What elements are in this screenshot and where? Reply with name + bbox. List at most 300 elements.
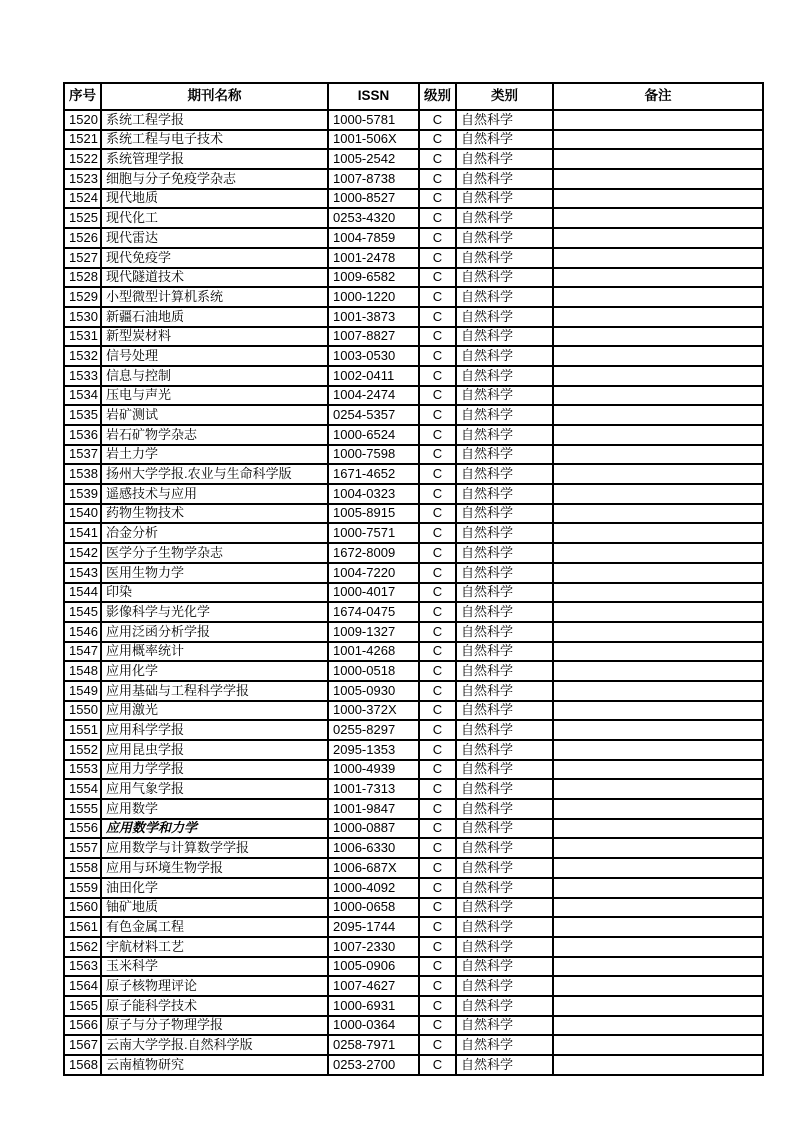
cell-journal-name: 岩石矿物学杂志 — [101, 425, 328, 445]
cell-issn: 1000-4092 — [328, 878, 419, 898]
table-row — [64, 149, 763, 169]
column-header-category: 类别 — [456, 83, 553, 110]
table-row — [64, 740, 763, 760]
cell-row-number: 1537 — [64, 445, 101, 465]
cell-row-number: 1567 — [64, 1035, 101, 1055]
cell-journal-name: 信息与控制 — [101, 366, 328, 386]
column-header-journal-name: 期刊名称 — [101, 83, 328, 110]
cell-row-number: 1534 — [64, 386, 101, 406]
cell-note — [553, 1016, 763, 1036]
cell-category: 自然科学 — [456, 110, 553, 130]
cell-row-number: 1526 — [64, 228, 101, 248]
cell-journal-name: 信号处理 — [101, 346, 328, 366]
cell-journal-name: 现代隧道技术 — [101, 268, 328, 288]
column-header-note: 备注 — [553, 83, 763, 110]
cell-note — [553, 149, 763, 169]
cell-level: C — [419, 346, 456, 366]
cell-note — [553, 110, 763, 130]
cell-level: C — [419, 523, 456, 543]
cell-category: 自然科学 — [456, 681, 553, 701]
cell-level: C — [419, 1016, 456, 1036]
cell-level: C — [419, 1035, 456, 1055]
cell-note — [553, 937, 763, 957]
cell-journal-name: 印染 — [101, 583, 328, 603]
cell-issn: 1000-0658 — [328, 898, 419, 918]
cell-level: C — [419, 130, 456, 150]
cell-level: C — [419, 484, 456, 504]
cell-row-number: 1562 — [64, 937, 101, 957]
cell-issn: 1004-7220 — [328, 563, 419, 583]
cell-row-number: 1529 — [64, 287, 101, 307]
cell-journal-name: 医用生物力学 — [101, 563, 328, 583]
cell-row-number: 1544 — [64, 583, 101, 603]
column-header-level: 级别 — [419, 83, 456, 110]
cell-issn: 1007-8827 — [328, 327, 419, 347]
cell-note — [553, 681, 763, 701]
cell-row-number: 1528 — [64, 268, 101, 288]
cell-level: C — [419, 976, 456, 996]
table-row — [64, 661, 763, 681]
cell-journal-name: 细胞与分子免疫学杂志 — [101, 169, 328, 189]
cell-note — [553, 720, 763, 740]
cell-category: 自然科学 — [456, 858, 553, 878]
cell-journal-name: 应用激光 — [101, 701, 328, 721]
cell-category: 自然科学 — [456, 425, 553, 445]
cell-issn: 1005-2542 — [328, 149, 419, 169]
cell-row-number: 1546 — [64, 622, 101, 642]
cell-issn: 1005-8915 — [328, 504, 419, 524]
cell-row-number: 1539 — [64, 484, 101, 504]
header-row — [64, 83, 763, 110]
cell-journal-name: 应用数学和力学 — [101, 819, 328, 839]
cell-issn: 1006-6330 — [328, 838, 419, 858]
cell-level: C — [419, 681, 456, 701]
table-row — [64, 523, 763, 543]
table-row — [64, 622, 763, 642]
cell-note — [553, 602, 763, 622]
cell-note — [553, 307, 763, 327]
cell-issn: 1000-8527 — [328, 189, 419, 209]
cell-note — [553, 740, 763, 760]
cell-level: C — [419, 740, 456, 760]
cell-row-number: 1541 — [64, 523, 101, 543]
cell-note — [553, 366, 763, 386]
cell-category: 自然科学 — [456, 661, 553, 681]
table-row — [64, 563, 763, 583]
cell-journal-name: 岩土力学 — [101, 445, 328, 465]
cell-level: C — [419, 701, 456, 721]
cell-category: 自然科学 — [456, 819, 553, 839]
cell-journal-name: 冶金分析 — [101, 523, 328, 543]
cell-level: C — [419, 898, 456, 918]
cell-level: C — [419, 720, 456, 740]
cell-journal-name: 铀矿地质 — [101, 898, 328, 918]
cell-journal-name: 现代地质 — [101, 189, 328, 209]
cell-note — [553, 464, 763, 484]
cell-row-number: 1532 — [64, 346, 101, 366]
cell-note — [553, 976, 763, 996]
cell-note — [553, 484, 763, 504]
cell-issn: 0253-2700 — [328, 1055, 419, 1075]
cell-level: C — [419, 504, 456, 524]
cell-level: C — [419, 169, 456, 189]
cell-row-number: 1561 — [64, 917, 101, 937]
cell-level: C — [419, 583, 456, 603]
cell-journal-name: 应用数学 — [101, 799, 328, 819]
cell-level: C — [419, 957, 456, 977]
cell-issn: 1000-6931 — [328, 996, 419, 1016]
cell-note — [553, 425, 763, 445]
table-row — [64, 1016, 763, 1036]
cell-issn: 1001-2478 — [328, 248, 419, 268]
table-row — [64, 838, 763, 858]
cell-note — [553, 287, 763, 307]
cell-row-number: 1566 — [64, 1016, 101, 1036]
cell-row-number: 1548 — [64, 661, 101, 681]
cell-category: 自然科学 — [456, 287, 553, 307]
cell-level: C — [419, 661, 456, 681]
cell-row-number: 1540 — [64, 504, 101, 524]
table-row — [64, 878, 763, 898]
cell-note — [553, 622, 763, 642]
cell-journal-name: 扬州大学学报.农业与生命科学版 — [101, 464, 328, 484]
cell-issn: 1005-0906 — [328, 957, 419, 977]
cell-category: 自然科学 — [456, 130, 553, 150]
cell-category: 自然科学 — [456, 464, 553, 484]
cell-category: 自然科学 — [456, 937, 553, 957]
cell-issn: 1000-0364 — [328, 1016, 419, 1036]
table-row — [64, 779, 763, 799]
cell-journal-name: 应用力学学报 — [101, 760, 328, 780]
cell-level: C — [419, 445, 456, 465]
cell-row-number: 1531 — [64, 327, 101, 347]
table-row — [64, 583, 763, 603]
cell-category: 自然科学 — [456, 543, 553, 563]
cell-level: C — [419, 425, 456, 445]
table-row — [64, 268, 763, 288]
table-row — [64, 760, 763, 780]
cell-issn: 1007-4627 — [328, 976, 419, 996]
journal-table-body — [64, 110, 763, 1075]
cell-issn: 1000-0518 — [328, 661, 419, 681]
cell-level: C — [419, 838, 456, 858]
cell-category: 自然科学 — [456, 208, 553, 228]
cell-level: C — [419, 1055, 456, 1075]
cell-category: 自然科学 — [456, 957, 553, 977]
cell-journal-name: 岩矿测试 — [101, 405, 328, 425]
cell-row-number: 1522 — [64, 149, 101, 169]
cell-level: C — [419, 858, 456, 878]
cell-category: 自然科学 — [456, 1035, 553, 1055]
cell-row-number: 1552 — [64, 740, 101, 760]
cell-journal-name: 油田化学 — [101, 878, 328, 898]
cell-category: 自然科学 — [456, 917, 553, 937]
cell-category: 自然科学 — [456, 248, 553, 268]
table-row — [64, 386, 763, 406]
cell-issn: 1674-0475 — [328, 602, 419, 622]
cell-row-number: 1547 — [64, 642, 101, 662]
cell-journal-name: 应用昆虫学报 — [101, 740, 328, 760]
cell-journal-name: 系统工程学报 — [101, 110, 328, 130]
cell-level: C — [419, 543, 456, 563]
table-row — [64, 110, 763, 130]
cell-category: 自然科学 — [456, 760, 553, 780]
cell-journal-name: 云南大学学报.自然科学版 — [101, 1035, 328, 1055]
cell-note — [553, 838, 763, 858]
cell-journal-name: 医学分子生物学杂志 — [101, 543, 328, 563]
cell-issn: 1009-1327 — [328, 622, 419, 642]
cell-journal-name: 新疆石油地质 — [101, 307, 328, 327]
cell-note — [553, 917, 763, 937]
cell-row-number: 1524 — [64, 189, 101, 209]
cell-level: C — [419, 602, 456, 622]
cell-level: C — [419, 760, 456, 780]
journal-table — [63, 82, 764, 1076]
cell-journal-name: 应用数学与计算数学学报 — [101, 838, 328, 858]
table-row — [64, 996, 763, 1016]
cell-level: C — [419, 386, 456, 406]
cell-row-number: 1538 — [64, 464, 101, 484]
cell-category: 自然科学 — [456, 976, 553, 996]
cell-note — [553, 642, 763, 662]
cell-journal-name: 现代化工 — [101, 208, 328, 228]
column-header-issn: ISSN — [328, 83, 419, 110]
cell-row-number: 1555 — [64, 799, 101, 819]
cell-journal-name: 压电与声光 — [101, 386, 328, 406]
cell-category: 自然科学 — [456, 799, 553, 819]
cell-note — [553, 169, 763, 189]
cell-issn: 2095-1744 — [328, 917, 419, 937]
cell-row-number: 1530 — [64, 307, 101, 327]
cell-level: C — [419, 405, 456, 425]
cell-journal-name: 现代免疫学 — [101, 248, 328, 268]
cell-level: C — [419, 110, 456, 130]
cell-note — [553, 878, 763, 898]
cell-row-number: 1549 — [64, 681, 101, 701]
cell-issn: 1000-6524 — [328, 425, 419, 445]
table-row — [64, 1035, 763, 1055]
cell-note — [553, 445, 763, 465]
cell-category: 自然科学 — [456, 1055, 553, 1075]
table-row — [64, 208, 763, 228]
cell-row-number: 1568 — [64, 1055, 101, 1075]
cell-note — [553, 228, 763, 248]
cell-category: 自然科学 — [456, 523, 553, 543]
cell-row-number: 1565 — [64, 996, 101, 1016]
table-row — [64, 543, 763, 563]
cell-issn: 1007-2330 — [328, 937, 419, 957]
cell-journal-name: 影像科学与光化学 — [101, 602, 328, 622]
table-row — [64, 701, 763, 721]
cell-row-number: 1564 — [64, 976, 101, 996]
cell-note — [553, 1055, 763, 1075]
table-row — [64, 917, 763, 937]
cell-level: C — [419, 464, 456, 484]
cell-category: 自然科学 — [456, 838, 553, 858]
cell-journal-name: 原子能科学技术 — [101, 996, 328, 1016]
table-row — [64, 130, 763, 150]
cell-issn: 1000-7571 — [328, 523, 419, 543]
cell-category: 自然科学 — [456, 779, 553, 799]
cell-journal-name: 应用泛函分析学报 — [101, 622, 328, 642]
cell-issn: 1000-4017 — [328, 583, 419, 603]
cell-category: 自然科学 — [456, 642, 553, 662]
cell-category: 自然科学 — [456, 622, 553, 642]
cell-level: C — [419, 779, 456, 799]
cell-category: 自然科学 — [456, 228, 553, 248]
cell-row-number: 1520 — [64, 110, 101, 130]
cell-category: 自然科学 — [456, 720, 553, 740]
cell-note — [553, 701, 763, 721]
table-row — [64, 405, 763, 425]
cell-row-number: 1521 — [64, 130, 101, 150]
table-row — [64, 976, 763, 996]
table-row — [64, 504, 763, 524]
cell-category: 自然科学 — [456, 484, 553, 504]
table-row — [64, 602, 763, 622]
cell-note — [553, 760, 763, 780]
cell-note — [553, 405, 763, 425]
cell-category: 自然科学 — [456, 1016, 553, 1036]
cell-note — [553, 858, 763, 878]
cell-note — [553, 208, 763, 228]
cell-issn: 1000-4939 — [328, 760, 419, 780]
table-row — [64, 189, 763, 209]
cell-issn: 0253-4320 — [328, 208, 419, 228]
cell-row-number: 1559 — [64, 878, 101, 898]
cell-row-number: 1560 — [64, 898, 101, 918]
table-row — [64, 307, 763, 327]
cell-note — [553, 268, 763, 288]
cell-issn: 1004-7859 — [328, 228, 419, 248]
cell-level: C — [419, 307, 456, 327]
cell-row-number: 1527 — [64, 248, 101, 268]
cell-category: 自然科学 — [456, 169, 553, 189]
cell-row-number: 1533 — [64, 366, 101, 386]
cell-row-number: 1554 — [64, 779, 101, 799]
cell-journal-name: 遥感技术与应用 — [101, 484, 328, 504]
cell-journal-name: 应用与环境生物学报 — [101, 858, 328, 878]
cell-issn: 0258-7971 — [328, 1035, 419, 1055]
cell-issn: 1671-4652 — [328, 464, 419, 484]
table-row — [64, 484, 763, 504]
cell-category: 自然科学 — [456, 504, 553, 524]
table-row — [64, 425, 763, 445]
cell-row-number: 1553 — [64, 760, 101, 780]
cell-level: C — [419, 996, 456, 1016]
cell-row-number: 1523 — [64, 169, 101, 189]
table-row — [64, 228, 763, 248]
cell-journal-name: 应用概率统计 — [101, 642, 328, 662]
journal-table-header — [64, 83, 763, 110]
cell-issn: 1004-0323 — [328, 484, 419, 504]
column-header-number: 序号 — [64, 83, 101, 110]
cell-issn: 1000-5781 — [328, 110, 419, 130]
cell-note — [553, 563, 763, 583]
cell-level: C — [419, 622, 456, 642]
table-row — [64, 898, 763, 918]
cell-note — [553, 327, 763, 347]
cell-category: 自然科学 — [456, 898, 553, 918]
cell-note — [553, 583, 763, 603]
cell-row-number: 1558 — [64, 858, 101, 878]
cell-issn: 1002-0411 — [328, 366, 419, 386]
cell-journal-name: 现代雷达 — [101, 228, 328, 248]
table-row — [64, 1055, 763, 1075]
cell-note — [553, 1035, 763, 1055]
table-row — [64, 858, 763, 878]
cell-issn: 0255-8297 — [328, 720, 419, 740]
cell-level: C — [419, 563, 456, 583]
cell-level: C — [419, 327, 456, 347]
cell-issn: 1001-7313 — [328, 779, 419, 799]
cell-level: C — [419, 208, 456, 228]
table-row — [64, 957, 763, 977]
cell-journal-name: 系统管理学报 — [101, 149, 328, 169]
cell-issn: 1000-1220 — [328, 287, 419, 307]
cell-journal-name: 新型炭材料 — [101, 327, 328, 347]
cell-issn: 1005-0930 — [328, 681, 419, 701]
cell-issn: 1672-8009 — [328, 543, 419, 563]
table-row — [64, 642, 763, 662]
table-row — [64, 464, 763, 484]
cell-journal-name: 药物生物技术 — [101, 504, 328, 524]
table-row — [64, 819, 763, 839]
cell-note — [553, 661, 763, 681]
cell-category: 自然科学 — [456, 327, 553, 347]
cell-category: 自然科学 — [456, 878, 553, 898]
cell-note — [553, 523, 763, 543]
cell-note — [553, 779, 763, 799]
cell-note — [553, 386, 763, 406]
cell-journal-name: 玉米科学 — [101, 957, 328, 977]
cell-journal-name: 云南植物研究 — [101, 1055, 328, 1075]
cell-issn: 2095-1353 — [328, 740, 419, 760]
cell-category: 自然科学 — [456, 346, 553, 366]
cell-note — [553, 898, 763, 918]
cell-row-number: 1536 — [64, 425, 101, 445]
cell-journal-name: 应用基础与工程科学学报 — [101, 681, 328, 701]
cell-note — [553, 799, 763, 819]
cell-level: C — [419, 642, 456, 662]
cell-level: C — [419, 937, 456, 957]
cell-issn: 1001-506X — [328, 130, 419, 150]
table-row — [64, 327, 763, 347]
cell-note — [553, 504, 763, 524]
cell-category: 自然科学 — [456, 445, 553, 465]
cell-journal-name: 原子与分子物理学报 — [101, 1016, 328, 1036]
cell-category: 自然科学 — [456, 740, 553, 760]
cell-note — [553, 130, 763, 150]
cell-level: C — [419, 268, 456, 288]
cell-level: C — [419, 366, 456, 386]
cell-note — [553, 248, 763, 268]
cell-row-number: 1535 — [64, 405, 101, 425]
cell-issn: 1000-7598 — [328, 445, 419, 465]
cell-issn: 1009-6582 — [328, 268, 419, 288]
cell-issn: 1007-8738 — [328, 169, 419, 189]
cell-issn: 1006-687X — [328, 858, 419, 878]
cell-level: C — [419, 917, 456, 937]
cell-level: C — [419, 228, 456, 248]
cell-row-number: 1542 — [64, 543, 101, 563]
table-row — [64, 248, 763, 268]
cell-category: 自然科学 — [456, 149, 553, 169]
cell-journal-name: 应用化学 — [101, 661, 328, 681]
cell-category: 自然科学 — [456, 563, 553, 583]
cell-issn: 1003-0530 — [328, 346, 419, 366]
cell-category: 自然科学 — [456, 386, 553, 406]
